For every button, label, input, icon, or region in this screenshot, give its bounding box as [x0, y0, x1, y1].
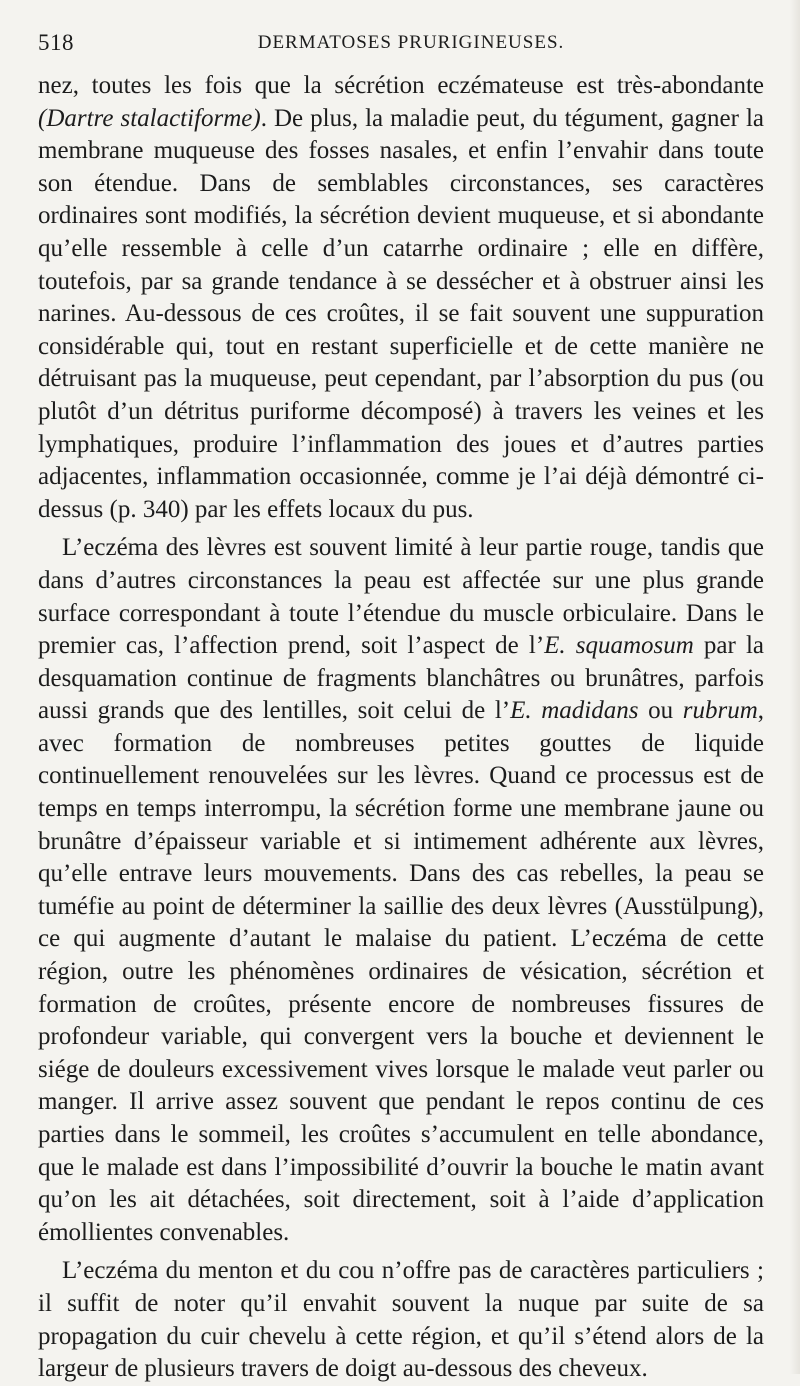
paragraph [38, 70, 764, 526]
italic-text-segment: E. squamosum [544, 632, 694, 660]
text-segment: . De plus, la maladie peut, du tégument, gagner la membrane muqueuse des fosses nasales, et enfin l’envahir dans toute son étendue. Dans de semblables circonstances, ses caractères ordinaires sont modifiés, la sécrétion devient muqueuse, et si abondante qu’elle ressemble à celle d’un catarrhe ordinaire ; elle en diffère, toutefois, par sa grande tendance à se dessécher et à obstruer ainsi les narines. Au-dessous de ces croûtes, il se fait souvent une suppuration considérable qui, tout en restant superficielle et de cette manière ne détruisant pas la muqueuse, peut cependant, par l’absorption du pus (ou plutôt d’un détritus puriforme décomposé) à travers les veines et les lymphatiques, produire l’inflammation des joues et d’autres parties adjacentes, inflammation occasionnée, comme je l’ai déjà démontré ci-dessus (p. 340) par les effets locaux du pus. [38, 104, 764, 523]
text-segment: nez, toutes les fois que la sécrétion eczémateuse est très-abondante [38, 72, 764, 99]
running-head [38, 28, 764, 64]
body-text [38, 70, 764, 1386]
italic-text-segment: (Dartre stalactiforme) [38, 104, 261, 132]
page-edge-shadow [790, 0, 800, 1374]
text-segment: ou [638, 697, 683, 725]
text-segment: L’eczéma du menton et du cou n’offre pas de caractères particuliers ; il suffit de noter qu’il envahit souvent la nuque par suite de sa propagation du cuir chevelu à cette région, et qu’il s’étend alors de la largeur de plusieurs travers de doigt au-dessous des cheveux. [38, 1257, 764, 1383]
paragraph [38, 532, 764, 1249]
paragraph [38, 1255, 764, 1385]
text-segment: par la desquamation continue de fragments blanchâtres ou brunâtres, parfois aussi grands que des lentilles, soit celui de l’ [38, 632, 764, 725]
italic-text-segment: rubrum [682, 697, 758, 725]
page-number: 518 [38, 30, 74, 55]
italic-text-segment: E. madidans [510, 697, 639, 725]
running-title: DERMATOSES PRURIGINEUSES. [257, 32, 565, 53]
book-page [38, 28, 764, 1386]
text-segment: , avec formation de nombreuses petites gouttes de liquide continuellement renouvelées sur les lèvres. Quand ce processus est de temps en temps interrompu, la sécrétion forme une membrane jaune ou brunâtre d’épaisseur variable et si intimement adhérente aux lèvres, qu’elle entrave leurs mouvements. Dans des cas rebelles, la peau se tuméfie au point de déterminer la saillie des deux lèvres (Ausstülpung), ce qui augmente d’autant le malaise du patient. L’eczéma de cette région, outre les phénomènes ordinaires de vésication, sécrétion et formation de croûtes, présente encore de nombreuses fissures de profondeur variable, qui convergent vers la bouche et deviennent le siége de douleurs excessivement vives lorsque le malade veut parler ou manger. Il arrive assez souvent que pendant le repos continu de ces parties dans le sommeil, les croûtes s’accumulent en telle abondance, que le malade est dans l’impossibilité d’ouvrir la bouche le matin avant qu’on les ait détachées, soit directement, soit à l’aide d’application émollientes convenables. [38, 697, 765, 1246]
text-segment: L’eczéma des lèvres est souvent limité à leur partie rouge, tandis que dans d’autres circonstances la peau est affectée sur une plus grande surface correspondant à toute l’étendue du muscle orbiculaire. Dans le premier cas, l’affection prend, soit l’aspect de l’ [38, 534, 764, 660]
